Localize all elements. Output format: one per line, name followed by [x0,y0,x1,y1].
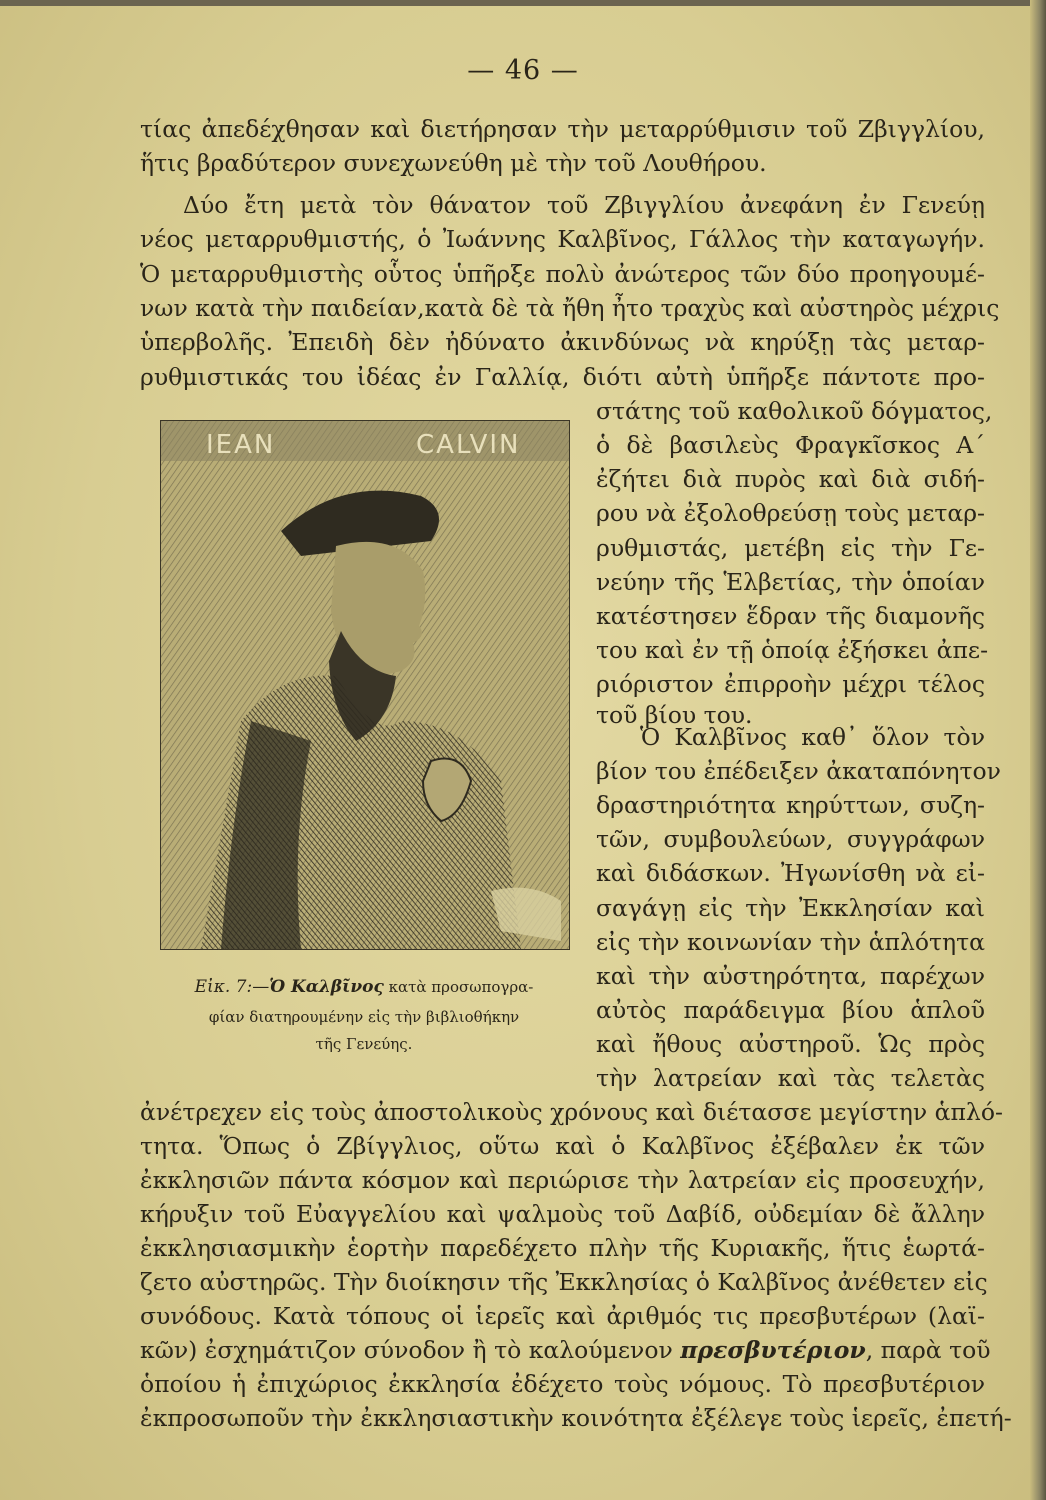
text-line: ὁ δὲ βασιλεὺς Φραγκῖσκος Α΄ [596,431,985,459]
text-line: Ὁ Καλβῖνος καθ᾽ ὅλον τὸν [640,723,985,751]
text-line: Ὁ μεταρρυθμιστὴς οὗτος ὑπῆρξε πολὺ ἀνώτερος τῶν δύο προηγουμέ- [140,260,985,288]
text-line: κατέστησεν ἕδραν τῆς διαμονῆς [596,602,985,630]
text-line: κήρυξιν τοῦ Εὐαγγελίου καὶ ψαλμοὺς τοῦ Δαβίδ, οὐδεμίαν δὲ ἄλλην [140,1200,985,1228]
text-line: τοῦ βίου του. [596,701,753,729]
text-line: νεύην τῆς Ἑλβετίας, τὴν ὁποίαν [596,568,985,596]
calvin-portrait [160,420,570,950]
text-line: τίας ἀπεδέχθησαν καὶ διετήρησαν τὴν μεταρρύθμισιν τοῦ Ζβιγγλίου, [140,115,985,143]
text-line: σαγάγῃ εἰς τὴν Ἐκκλησίαν καὶ [596,894,985,922]
text-line: τὴν λατρείαν καὶ τὰς τελετὰς [596,1064,985,1092]
text-line: ριόριστον ἐπιρροὴν μέχρι τέλος [596,670,985,698]
text-line: τητα. Ὅπως ὁ Ζβίγγλιος, οὕτω καὶ ὁ Καλβῖνος ἐξέβαλεν ἐκ τῶν [140,1132,985,1160]
text-line [140,1335,991,1365]
text-line: καὶ τὴν αὐστηρότητα, παρέχων [596,962,985,990]
text-line: δραστηριότητα κηρύττων, συζη- [596,791,985,819]
text-line: ρου νὰ ἐξολοθρεύσῃ τοὺς μεταρ- [596,499,985,527]
text-line: βίον του ἐπέδειξεν ἀκαταπόνητον [596,757,1001,785]
text-line: νέος μεταρρυθμιστής, ὁ Ἰωάννης Καλβῖνος, Γάλλος τὴν καταγωγήν. [140,225,985,253]
text-line: αὐτὸς παράδειγμα βίου ἁπλοῦ [596,996,985,1024]
text-line: ρυθμιστικάς του ἰδέας ἐν Γαλλίᾳ, διότι αὐτὴ ὑπῆρξε πάντοτε προ- [140,363,985,391]
portrait-label-right: CALVIN [416,430,521,460]
figure-caption-line: φίαν διατηρουμένην εἰς τὴν βιβλιοθήκην [208,1008,520,1026]
text-line: τῶν, συμβουλεύων, συγγράφων [596,825,985,853]
text-line: Δύο ἔτη μετὰ τὸν θάνατον τοῦ Ζβιγγλίου ἀνεφάνη ἐν Γενεύῃ [183,191,985,219]
text-line: ἐκκλησιῶν πάντα κόσμον καὶ περιώρισε τὴν λατρείαν εἰς προσευχήν, [140,1166,985,1194]
text-line: εἰς τὴν κοινωνίαν τὴν ἁπλότητα [596,928,985,956]
text-line: ὑπερβολῆς. Ἐπειδὴ δὲν ἠδύνατο ἀκινδύνως νὰ κηρύξῃ τὰς μεταρ- [140,328,985,356]
text-line: ἐζήτει διὰ πυρὸς καὶ διὰ σιδή- [596,465,985,493]
page-binding-shadow [1030,0,1046,1500]
figure-caption-line [140,975,588,999]
text-line: νων κατὰ τὴν παιδείαν,κατὰ δὲ τὰ ἤθη ἦτο τραχὺς καὶ αὐστηρὸς μέχρις [140,294,1000,322]
caption-label: Εἰκ. 7:— [194,977,270,997]
text-line: καὶ ἤθους αὐστηροῦ. Ὡς πρὸς [596,1030,985,1058]
caption-text: κατὰ προσωπογρα- [388,978,534,996]
text-line: ὁποίου ἡ ἐπιχώριος ἐκκλησία ἐδέχετο τοὺς νόμους. Τὸ πρεσβυτέριον [140,1370,985,1398]
text-span: , παρὰ τοῦ [865,1336,991,1364]
text-line: καὶ διδάσκων. Ἠγωνίσθη νὰ εἰ- [596,859,985,887]
text-line: ἥτις βραδύτερον συνεχωνεύθη μὲ τὴν τοῦ Λουθήρου. [140,149,767,177]
text-line: ζετο αὐστηρῶς. Τὴν διοίκησιν τῆς Ἐκκλησίας ὁ Καλβῖνος ἀνέθετεν εἰς [140,1268,988,1296]
text-line: ρυθμιστάς, μετέβη εἰς τὴν Γε- [596,534,985,562]
text-line: στάτης τοῦ καθολικοῦ δόγματος, [596,397,993,425]
page-top-edge [0,0,1046,6]
emphasized-term: πρεσβυτέριον [680,1336,866,1364]
text-span: κῶν) ἐσχημάτιζον σύνοδον ἢ τὸ καλούμενον [140,1336,673,1364]
caption-name: Ὁ Καλβῖνος [269,977,384,997]
text-line: ἀνέτρεχεν εἰς τοὺς ἀποστολικοὺς χρόνους καὶ διέτασσε μεγίστην ἁπλό- [140,1098,1003,1126]
page-number: — 46 — [467,55,579,86]
figure-caption-line: τῆς Γενεύης. [315,1035,413,1053]
portrait-label-left: IEAN [206,430,276,460]
text-line: του καὶ ἐν τῇ ὁποίᾳ ἐξήσκει ἀπε- [596,636,989,664]
text-line: ἐκκλησιασμικὴν ἑορτὴν παρεδέχετο πλὴν τῆς Κυριακῆς, ἥτις ἑωρτά- [140,1234,985,1262]
text-line: ἐκπροσωποῦν τὴν ἐκκλησιαστικὴν κοινότητα ἐξέλεγε τοὺς ἱερεῖς, ἐπετή- [140,1404,1012,1432]
text-line: συνόδους. Κατὰ τόπους οἱ ἱερεῖς καὶ ἀριθμός τις πρεσβυτέρων (λαϊ- [140,1302,985,1330]
